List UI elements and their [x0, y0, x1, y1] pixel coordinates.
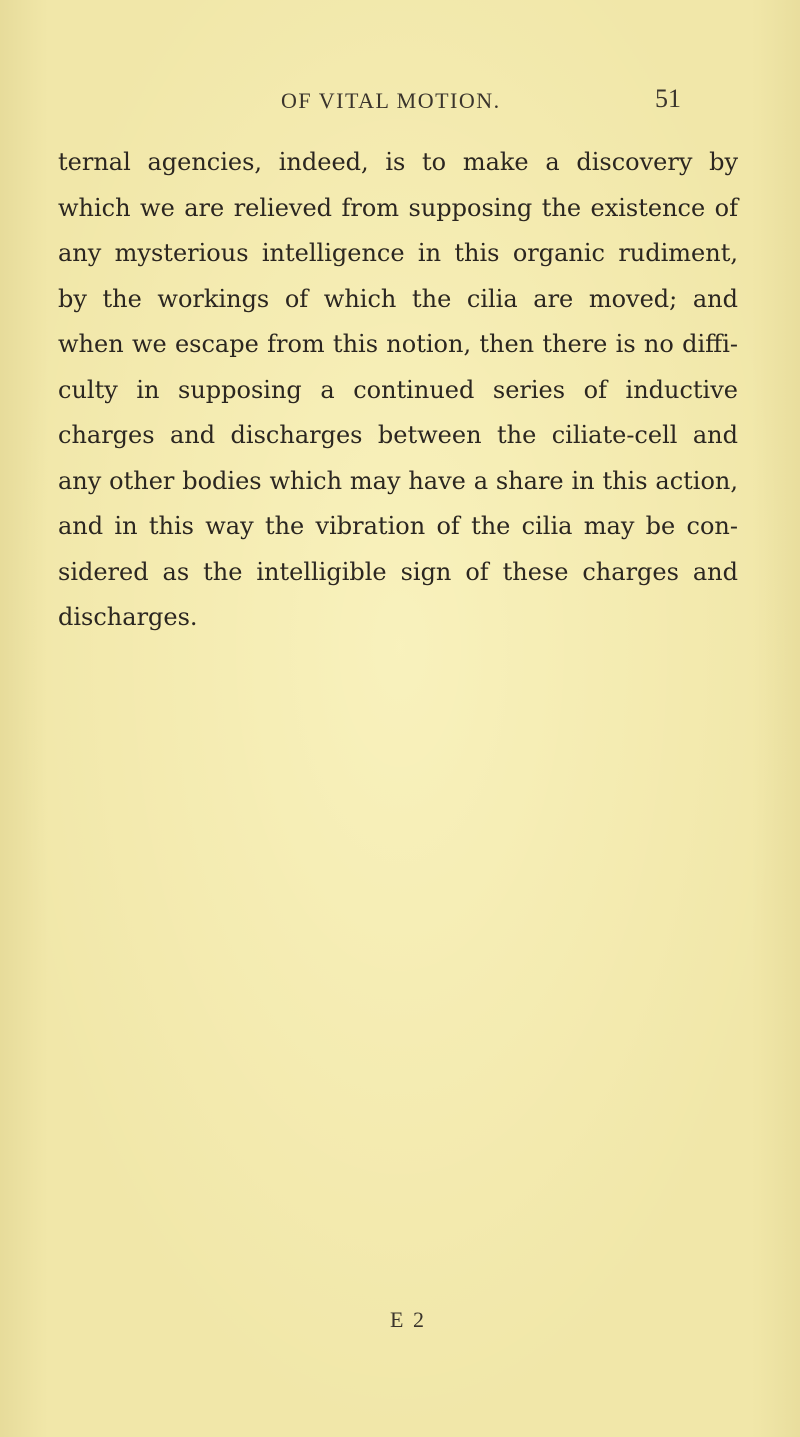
running-head: [0, 84, 800, 118]
text-line: charges and discharges between the ciliate-cell and: [58, 421, 738, 449]
text-line: by the workings of which the cilia are moved; and: [58, 284, 738, 313]
signature-mark: E 2: [390, 1307, 426, 1332]
page-number: 51: [655, 84, 681, 113]
text-line: sidered as the intelligible sign of these charges and: [58, 557, 738, 586]
text-line: discharges.: [58, 603, 198, 631]
running-title: OF VITAL MOTION.: [281, 88, 501, 113]
body-paragraph: [58, 140, 738, 641]
text-line: and in this way the vibration of the cilia may be con-: [58, 512, 738, 540]
text-line: which we are relieved from supposing the existence of: [58, 193, 738, 222]
text-line: any mysterious intelligence in this organic rudiment,: [58, 239, 738, 267]
text-line: ternal agencies, indeed, is to make a discovery by: [58, 148, 738, 176]
text-line: when we escape from this notion, then there is no diffi-: [58, 330, 738, 358]
text-line: culty in supposing a continued series of inductive: [58, 375, 738, 404]
text-line: any other bodies which may have a share in this action,: [58, 466, 738, 495]
